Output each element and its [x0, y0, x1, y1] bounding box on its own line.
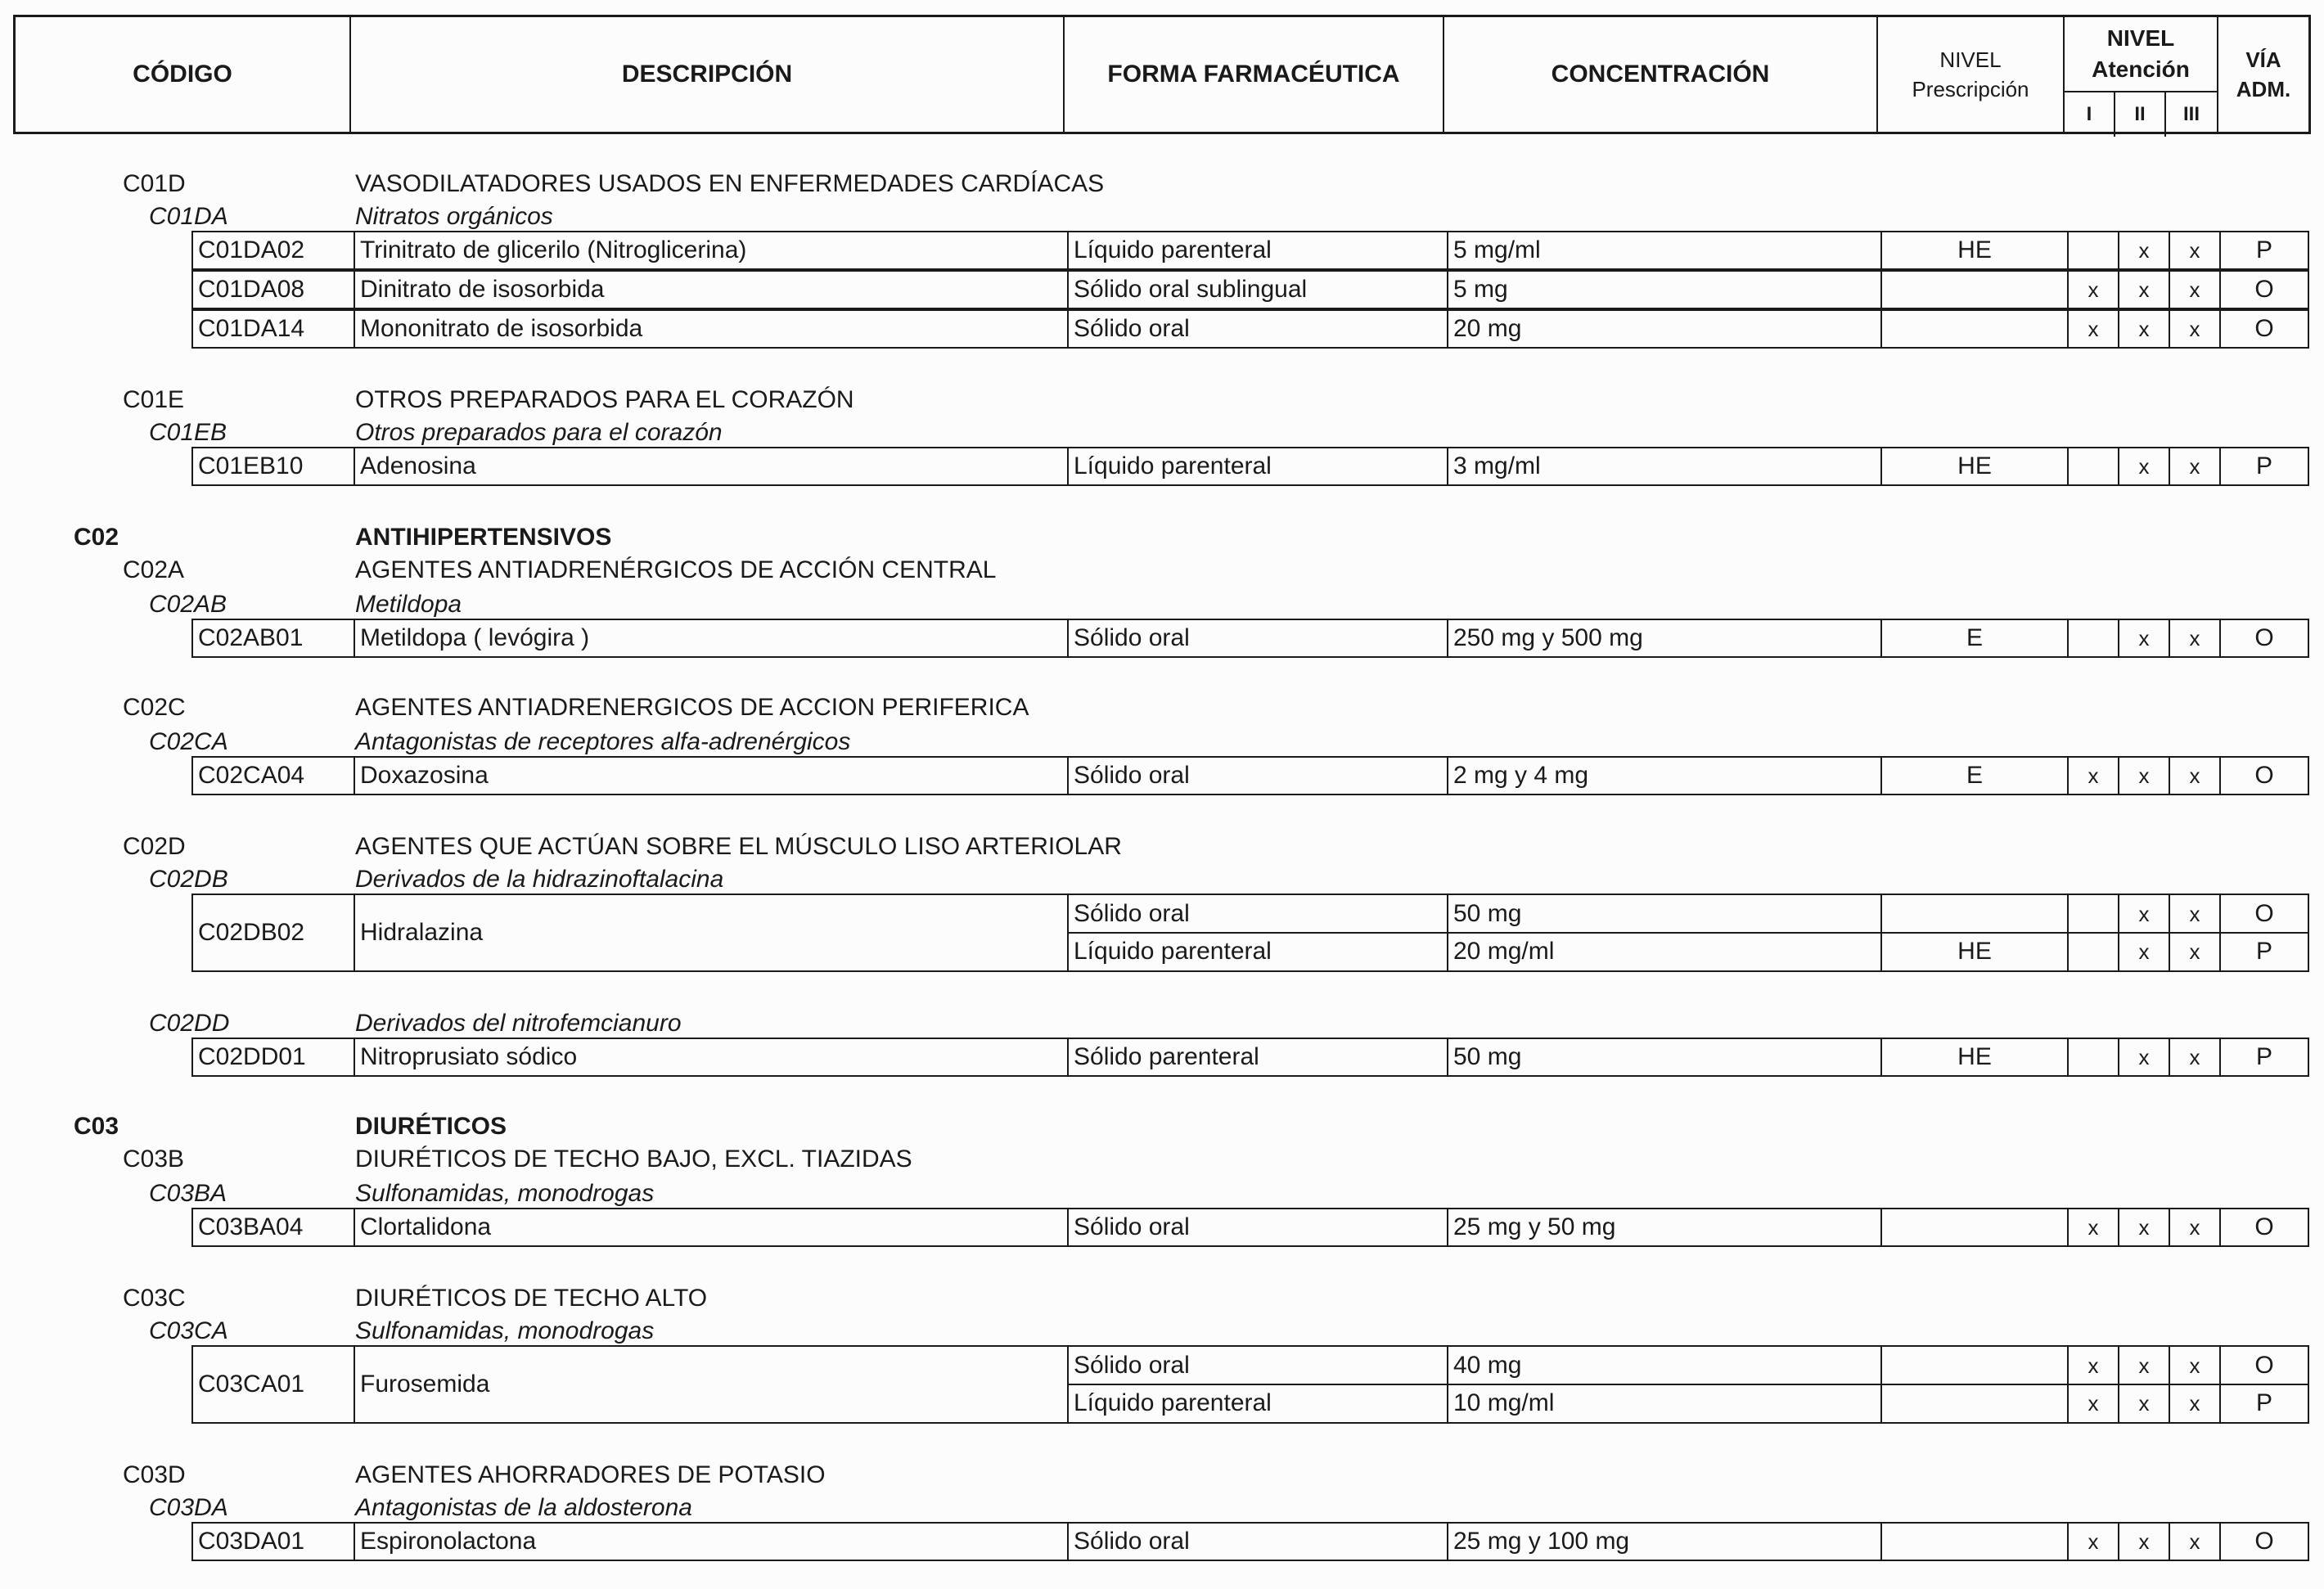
cell-via: O: [2254, 1213, 2274, 1240]
cell-nivel-prescripcion: [1882, 1347, 2069, 1384]
section-code: C01E: [123, 386, 185, 413]
cell-level-i: [2069, 448, 2119, 484]
subsection-code: C02CA: [149, 728, 228, 755]
cell-nivel-prescripcion: HE: [1882, 232, 2069, 268]
cell-concentracion: 25 mg y 50 mg: [1448, 1209, 1882, 1245]
table-header: [13, 15, 2311, 134]
cell-level-i: x: [2069, 1209, 2119, 1245]
cell-level-iii: x: [2170, 311, 2221, 347]
cell-forma: Sólido oral: [1069, 620, 1448, 656]
cell-level-i: x: [2069, 1347, 2119, 1384]
header-forma: FORMA FARMACÉUTICA: [1065, 17, 1444, 132]
cell-description: Dinitrato de isosorbida: [355, 272, 1069, 308]
cell-code: C01DA02: [193, 232, 355, 268]
group-title: DIURÉTICOS: [355, 1113, 507, 1140]
cell-concentracion: 5 mg: [1448, 272, 1882, 308]
cell-nivel-prescripcion: E: [1882, 620, 2069, 656]
cell-level-i: [2069, 232, 2119, 268]
cell-code: C02AB01: [193, 620, 355, 656]
cell-level-ii: x: [2119, 933, 2170, 970]
subsection-title: Derivados de la hidrazinoftalacina: [355, 866, 724, 893]
cell-forma: Sólido oral: [1069, 758, 1448, 794]
cell-forma: Sólido parenteral: [1069, 1039, 1448, 1075]
subsection-code: C03CA: [149, 1317, 228, 1344]
cell-forma: Líquido parenteral: [1069, 933, 1448, 970]
cell-level-ii: x: [2119, 448, 2170, 484]
subsection-code: C02AB: [149, 591, 227, 618]
header-via-1: VÍA: [2245, 47, 2281, 72]
cell-level-iii: x: [2170, 1209, 2221, 1245]
cell-concentracion: 10 mg/ml: [1448, 1384, 1882, 1422]
subsection-title: Derivados del nitrofemcianuro: [355, 1010, 682, 1037]
cell-nivel-prescripcion: [1882, 895, 2069, 933]
cell-level-ii: x: [2119, 620, 2170, 656]
section-code: C02C: [123, 694, 186, 721]
cell-code: C01DA08: [193, 272, 355, 308]
cell-concentracion: 40 mg: [1448, 1347, 1882, 1384]
header-concentracion: CONCENTRACIÓN: [1444, 17, 1878, 132]
cell-level-ii: x: [2119, 1384, 2170, 1422]
cell-description: Clortalidona: [355, 1209, 1069, 1245]
section-code: C03C: [123, 1285, 186, 1312]
cell-code: C03DA01: [193, 1524, 355, 1560]
subsection-title: Sulfonamidas, monodrogas: [355, 1317, 655, 1344]
cell-code: C03BA04: [193, 1209, 355, 1245]
cell-level-i: x: [2069, 1524, 2119, 1560]
cell-level-ii: x: [2119, 1347, 2170, 1384]
header-descripcion: DESCRIPCIÓN: [351, 17, 1065, 132]
subsection-code: C03DA: [149, 1494, 228, 1521]
cell-concentracion: 50 mg: [1448, 1039, 1882, 1075]
section-title: VASODILATADORES USADOS EN ENFERMEDADES CARDÍACAS: [355, 170, 1105, 197]
header-nivel-prescripcion: [1878, 17, 2065, 132]
cell-nivel-prescripcion: [1882, 1209, 2069, 1245]
table-row: [191, 1208, 2309, 1247]
cell-concentracion: 250 mg y 500 mg: [1448, 620, 1882, 656]
subsection-code: C01DA: [149, 203, 228, 230]
table-row: [191, 270, 2309, 309]
cell-level-iii: x: [2170, 895, 2221, 933]
subsection-code: C02DB: [149, 866, 228, 893]
cell-level-i: [2069, 620, 2119, 656]
cell-level-i: [2069, 895, 2119, 933]
cell-level-ii: x: [2119, 895, 2170, 933]
cell-via: O: [2254, 762, 2274, 789]
section-title: OTROS PREPARADOS PARA EL CORAZÓN: [355, 386, 854, 413]
cell-forma: Sólido oral: [1069, 1524, 1448, 1560]
group-code: C03: [74, 1113, 119, 1140]
cell-description: Doxazosina: [355, 758, 1069, 794]
cell-level-iii: x: [2170, 1039, 2221, 1075]
cell-description: Trinitrato de glicerilo (Nitroglicerina): [355, 232, 1069, 268]
cell-description: Mononitrato de isosorbida: [355, 311, 1069, 347]
cell-level-i: [2069, 933, 2119, 970]
cell-via: O: [2254, 276, 2274, 303]
cell-nivel-prescripcion: [1882, 1384, 2069, 1422]
subsection-title: Antagonistas de receptores alfa-adrenérgicos: [355, 728, 851, 755]
cell-level-i: x: [2069, 272, 2119, 308]
cell-via: O: [2254, 1352, 2274, 1379]
cell-forma: Líquido parenteral: [1069, 1384, 1448, 1422]
header-nivel-prescripcion-1: NIVEL: [1939, 47, 2002, 72]
cell-forma: Sólido oral: [1069, 1209, 1448, 1245]
table-row: [191, 1038, 2309, 1077]
header-via: [2218, 17, 2308, 132]
cell-level-iii: x: [2170, 620, 2221, 656]
subsection-title: Sulfonamidas, monodrogas: [355, 1180, 655, 1207]
section-title: DIURÉTICOS DE TECHO ALTO: [355, 1285, 708, 1312]
row-divider: [1069, 1384, 2308, 1385]
cell-forma: Sólido oral: [1069, 895, 1448, 933]
subsection-title: Otros preparados para el corazón: [355, 419, 723, 446]
table-row: [191, 447, 2309, 486]
cell-via: O: [2254, 315, 2274, 342]
cell-forma: Sólido oral sublingual: [1069, 272, 1448, 308]
cell-via: P: [2255, 236, 2272, 263]
section-title: DIURÉTICOS DE TECHO BAJO, EXCL. TIAZIDAS: [355, 1146, 912, 1173]
cell-code: C01EB10: [193, 448, 355, 484]
cell-via: O: [2254, 624, 2274, 651]
cell-level-ii: x: [2119, 1039, 2170, 1075]
header-nivel-atencion-1: NIVEL: [2106, 25, 2175, 51]
section-code: C03B: [123, 1146, 185, 1173]
section-code: C01D: [123, 170, 186, 197]
cell-level-ii: x: [2119, 232, 2170, 268]
subsection-title: Metildopa: [355, 591, 462, 618]
cell-level-iii: x: [2170, 272, 2221, 308]
cell-level-i: [2069, 1039, 2119, 1075]
cell-level-ii: x: [2119, 1209, 2170, 1245]
group-code: C02: [74, 524, 119, 551]
subsection-code: C02DD: [149, 1010, 230, 1037]
cell-concentracion: 20 mg: [1448, 311, 1882, 347]
cell-forma: Líquido parenteral: [1069, 232, 1448, 268]
section-title: AGENTES ANTIADRENÉRGICOS DE ACCIÓN CENTRAL: [355, 556, 997, 583]
cell-via: P: [2255, 452, 2272, 479]
cell-code: C01DA14: [193, 311, 355, 347]
cell-code: C03CA01: [193, 1347, 355, 1422]
cell-forma: Líquido parenteral: [1069, 448, 1448, 484]
cell-forma: Sólido oral: [1069, 1347, 1448, 1384]
cell-nivel-prescripcion: HE: [1882, 448, 2069, 484]
header-nivel-prescripcion-2: Prescripción: [1912, 77, 2029, 101]
cell-description: Espironolactona: [355, 1524, 1069, 1560]
cell-nivel-prescripcion: [1882, 1524, 2069, 1560]
cell-nivel-prescripcion: [1882, 272, 2069, 308]
cell-via: P: [2255, 938, 2272, 965]
table-row: [191, 756, 2309, 795]
table-row: [191, 231, 2309, 270]
section-code: C03D: [123, 1461, 186, 1488]
cell-level-iii: x: [2170, 758, 2221, 794]
subsection-code: C03BA: [149, 1180, 227, 1207]
subsection-title: Nitratos orgánicos: [355, 203, 553, 230]
cell-via: P: [2255, 1043, 2272, 1070]
header-level-ii: II: [2115, 92, 2166, 137]
cell-forma: Sólido oral: [1069, 311, 1448, 347]
cell-level-iii: x: [2170, 1384, 2221, 1422]
table-row: [191, 894, 2309, 972]
table-row: [191, 1522, 2309, 1561]
row-divider: [1069, 932, 2308, 934]
cell-level-iii: x: [2170, 933, 2221, 970]
cell-description: Adenosina: [355, 448, 1069, 484]
cell-concentracion: 3 mg/ml: [1448, 448, 1882, 484]
cell-description: Furosemida: [355, 1347, 1069, 1422]
cell-level-iii: x: [2170, 1347, 2221, 1384]
cell-level-iii: x: [2170, 232, 2221, 268]
cell-level-i: x: [2069, 1384, 2119, 1422]
cell-level-i: x: [2069, 758, 2119, 794]
header-nivel-atencion-title: [2065, 17, 2217, 92]
table-row: [191, 309, 2309, 349]
cell-code: C02DD01: [193, 1039, 355, 1075]
header-level-i: I: [2065, 92, 2115, 137]
cell-nivel-prescripcion: E: [1882, 758, 2069, 794]
section-title: AGENTES AHORRADORES DE POTASIO: [355, 1461, 826, 1488]
section-title: AGENTES QUE ACTÚAN SOBRE EL MÚSCULO LISO ARTERIOLAR: [355, 833, 1122, 860]
cell-code: C02DB02: [193, 895, 355, 970]
cell-nivel-prescripcion: [1882, 311, 2069, 347]
header-via-2: ADM.: [2236, 77, 2291, 101]
cell-concentracion: 50 mg: [1448, 895, 1882, 933]
cell-via: O: [2254, 1528, 2274, 1555]
section-code: C02A: [123, 556, 185, 583]
section-title: AGENTES ANTIADRENERGICOS DE ACCION PERIFERICA: [355, 694, 1029, 721]
cell-via: P: [2255, 1389, 2272, 1416]
cell-description: Hidralazina: [355, 895, 1069, 970]
subsection-title: Antagonistas de la aldosterona: [355, 1494, 692, 1521]
cell-description: Nitroprusiato sódico: [355, 1039, 1069, 1075]
table-row: [191, 1345, 2309, 1424]
subsection-code: C01EB: [149, 419, 227, 446]
cell-level-ii: x: [2119, 1524, 2170, 1560]
cell-nivel-prescripcion: HE: [1882, 933, 2069, 970]
cell-concentracion: 25 mg y 100 mg: [1448, 1524, 1882, 1560]
cell-level-ii: x: [2119, 311, 2170, 347]
cell-nivel-prescripcion: HE: [1882, 1039, 2069, 1075]
table-row: [191, 619, 2309, 658]
cell-level-ii: x: [2119, 758, 2170, 794]
cell-level-i: x: [2069, 311, 2119, 347]
header-nivel-atencion: [2065, 17, 2218, 132]
cell-level-iii: x: [2170, 1524, 2221, 1560]
group-title: ANTIHIPERTENSIVOS: [355, 524, 612, 551]
cell-via: O: [2254, 900, 2274, 927]
cell-code: C02CA04: [193, 758, 355, 794]
cell-level-ii: x: [2119, 272, 2170, 308]
cell-concentracion: 20 mg/ml: [1448, 933, 1882, 970]
cell-concentracion: 2 mg y 4 mg: [1448, 758, 1882, 794]
cell-concentracion: 5 mg/ml: [1448, 232, 1882, 268]
header-nivel-atencion-2: Atención: [2092, 56, 2190, 82]
section-code: C02D: [123, 833, 186, 860]
header-level-iii: III: [2182, 103, 2200, 125]
header-codigo: CÓDIGO: [16, 17, 351, 132]
cell-level-iii: x: [2170, 448, 2221, 484]
cell-description: Metildopa ( levógira ): [355, 620, 1069, 656]
